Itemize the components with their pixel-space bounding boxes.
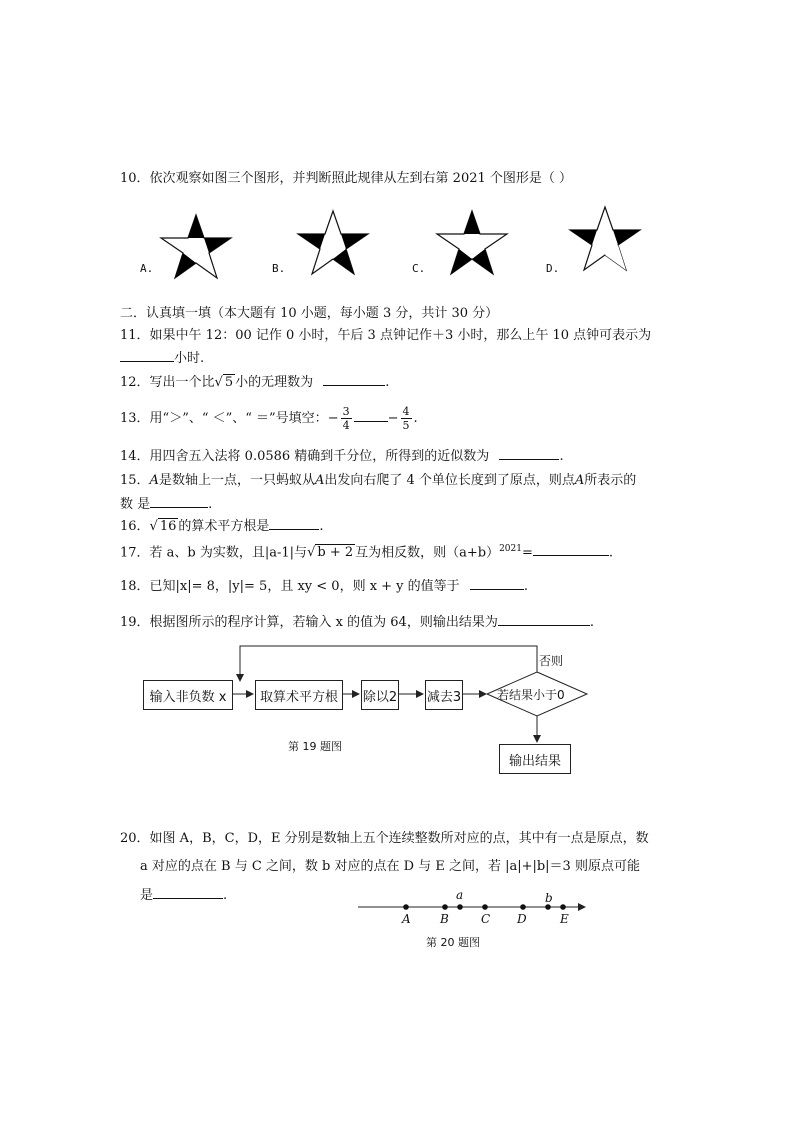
q12-prefix: 12．写出一个比 xyxy=(120,375,215,390)
q19-caption: 第 19 题图 xyxy=(288,740,342,753)
q20-label-d: D xyxy=(517,912,527,926)
q11-line1: 11．如果中午 12：00 记作 0 小时，午后 3 点钟记作＋3 小时，那么上午 10 点钟可表示为 xyxy=(120,328,652,343)
q18-line: 18．已知|x|= 8，|y|= 5，且 xy < 0，则 x + y 的值等于 . xyxy=(120,576,528,596)
q19-else-label: 否则 xyxy=(539,654,564,668)
q20-point-c xyxy=(482,904,488,910)
q13-frac2: $\frac{4}{5}$ xyxy=(402,405,410,432)
q12-radicand: 5 xyxy=(224,375,234,390)
q19-sqrt-box: 取算术平方根 xyxy=(255,680,343,710)
q15-line2: 数 是 . xyxy=(120,494,212,514)
q19-div-box: 除以2 xyxy=(361,680,399,710)
q19-output-box: 输出结果 xyxy=(499,744,571,774)
q20-label-e: E xyxy=(560,912,569,926)
q13-end: . xyxy=(413,411,418,426)
q20-point-var-a xyxy=(457,904,463,910)
q19-sub-box: 减去3 xyxy=(425,680,463,710)
q16-sqrt: √ 16 xyxy=(149,519,177,534)
q10-option-b[interactable]: B. xyxy=(272,262,286,275)
q14-end: . xyxy=(559,449,564,464)
q20-point-e xyxy=(560,904,566,910)
q20-label-c: C xyxy=(481,912,491,926)
q13-prefix: 13．用“＞”、“ ＜”、“ ＝”号填空： xyxy=(120,411,328,426)
q20-label-var-a: a xyxy=(456,888,464,902)
q11-unit: 小时. xyxy=(174,351,205,366)
q16-line: 16．√ 16 的算术平方根是 . xyxy=(120,516,324,536)
q20-line1: 20．如图 A，B，C，D，E 分别是数轴上五个连续整数所对应的点，其中有一点是原点，数 xyxy=(120,831,649,846)
q10-option-d[interactable]: D. xyxy=(546,262,560,275)
q19-condition-label: 若结果小于0 xyxy=(497,688,565,702)
section-heading: 二．认真填一填（本大题有 10 小题，每小题 3 分，共计 30 分） xyxy=(120,306,499,321)
q10-option-a[interactable]: A. xyxy=(140,262,154,275)
q13-frac1: $\frac{3}{4}$ xyxy=(342,405,350,432)
q10-option-c[interactable]: C. xyxy=(412,262,426,275)
q17-line: 17．若 a、b 为实数，且|a-1|与√ b + 2 互为相反数，则$(a+b)^{2021}=$ . xyxy=(120,544,614,561)
q20-label-b: B xyxy=(440,912,449,926)
q12-sqrt: √ 5 xyxy=(214,375,234,390)
q20-label-a: A xyxy=(402,912,411,926)
q20-point-a xyxy=(403,904,409,910)
q15-line1: 15．A是数轴上一点，一只蚂蚁从A出发向右爬了 4 个单位长度到了原点，则点A所表示的 xyxy=(120,473,637,488)
q13-frac1-sign: − xyxy=(327,411,339,426)
q19-input-box: 输入非负数 x xyxy=(143,680,233,710)
q20-label-var-b: b xyxy=(545,891,553,905)
q10-text: 10．依次观察如图三个图形，并判断照此规律从左到右第 2021 个图形是（ ） xyxy=(120,171,573,186)
q20-line3: 是 . xyxy=(140,885,227,905)
q20-line2: a 对应的点在 B 与 C 之间，数 b 对应的点在 D 与 E 之间，若 |a|+|b|＝3 则原点可能 xyxy=(140,859,640,874)
q12-suffix: 小的无理数为 xyxy=(235,375,314,390)
q20-caption: 第 20 题图 xyxy=(426,936,480,949)
q20-point-b xyxy=(442,904,448,910)
q14-text: 14．用四舍五入法将 0.0586 精确到千分位，所得到的近似数为 xyxy=(120,449,490,464)
q20-point-d xyxy=(520,904,526,910)
q12-end: . xyxy=(385,375,390,390)
q13-frac2-sign: − xyxy=(387,411,399,426)
q17-sqrt: √ b + 2 xyxy=(307,545,354,561)
q19-line: 19．根据图所示的程序计算，若输入 x 的值为 64，则输出结果为 . xyxy=(120,612,594,632)
